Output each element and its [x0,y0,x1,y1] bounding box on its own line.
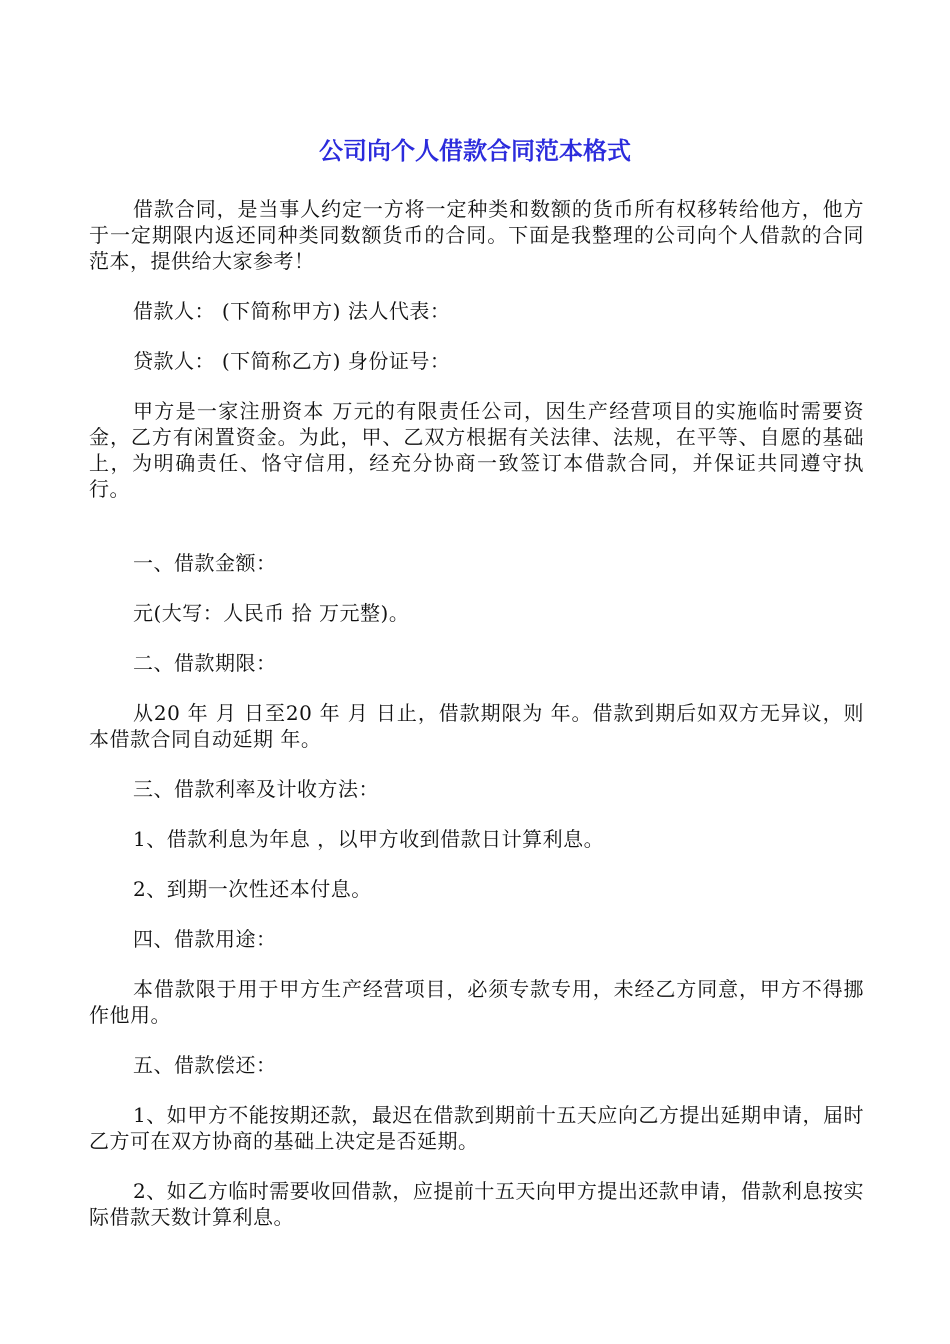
document-body [89,196,864,1254]
amount-line: 元(大写：人民币 拾 万元整)。 [133,601,410,625]
section-heading-amount: 一、借款金额： [133,551,277,575]
repayment-item-2: 2、如乙方临时需要收回借款，应提前十五天向甲方提出还款申请，借款利息按实际借款天数计算利息。 [89,1179,864,1229]
intro-paragraph: 借款合同，是当事人约定一方将一定种类和数额的货币所有权移转给他方，他方于一定期限内返还同种类同数额货币的合同。下面是我整理的公司向个人借款的合同范本，提供给大家参考！ [89,197,864,273]
purpose-paragraph: 本借款限于用于甲方生产经营项目，必须专款专用，未经乙方同意，甲方不得挪作他用。 [89,977,864,1027]
document-title: 公司向个人借款合同范本格式 [319,137,631,165]
interest-item-1: 1、借款利息为年息 ，以甲方收到借款日计算利息。 [133,827,605,851]
section-heading-term: 二、借款期限： [133,651,277,675]
section-heading-repayment: 五、借款偿还： [133,1053,277,1077]
section-heading-interest: 三、借款利率及计收方法： [133,777,379,801]
repayment-item-1: 1、如甲方不能按期还款，最迟在借款到期前十五天应向乙方提出延期申请，届时乙方可在双方协商的基础上决定是否延期。 [89,1103,864,1153]
interest-item-2: 2、到期一次性还本付息。 [133,877,372,901]
borrower-line: 借款人： (下简称甲方) 法人代表： [133,299,451,323]
term-paragraph: 从20 年 月 日至20 年 月 日止，借款期限为 年。借款到期后如双方无异议，则本借款合同自动延期 年。 [89,701,864,751]
section-heading-purpose: 四、借款用途： [133,927,277,951]
lender-line: 贷款人： (下简称乙方) 身份证号： [133,349,451,373]
background-paragraph: 甲方是一家注册资本 万元的有限责任公司，因生产经营项目的实施临时需要资金，乙方有闲置资金。为此，甲、乙双方根据有关法律、法规，在平等、自愿的基础上，为明确责任、恪守信用，经充分协商一致签订本借款合同，并保证共同遵守执行。 [89,399,864,501]
